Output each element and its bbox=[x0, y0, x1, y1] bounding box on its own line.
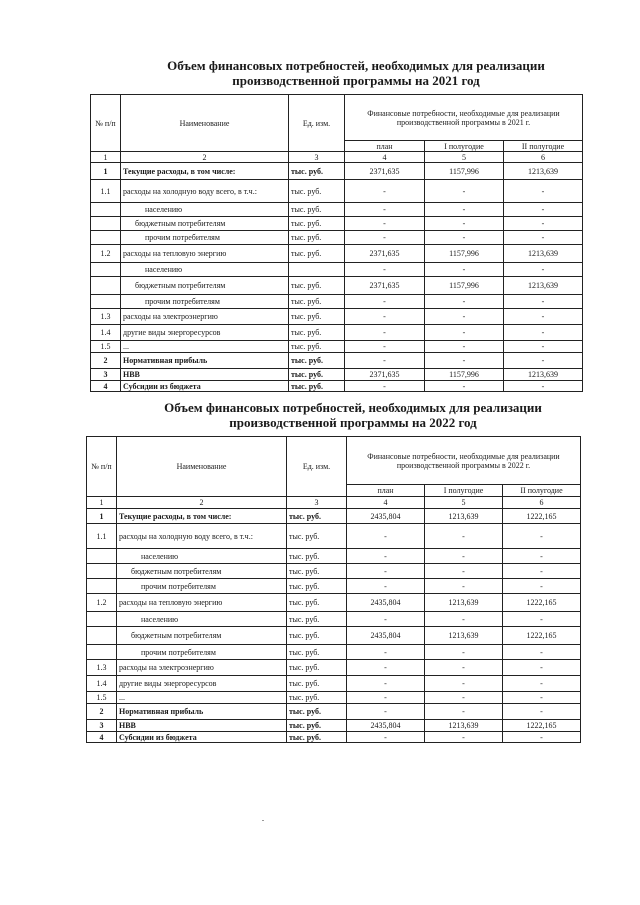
row-name: населению bbox=[121, 203, 289, 217]
row-number: 1.5 bbox=[91, 341, 121, 353]
row-unit: тыс. руб. bbox=[287, 579, 347, 594]
row-half2: - bbox=[503, 564, 581, 579]
row-half1: - bbox=[425, 180, 504, 203]
row-plan: - bbox=[345, 325, 425, 341]
row-name: прочим потребителям bbox=[117, 645, 287, 660]
row-unit: тыс. руб. bbox=[289, 180, 345, 203]
row-plan: - bbox=[347, 660, 425, 676]
header-num: № п/п bbox=[91, 95, 121, 152]
row-half2: 1213,639 bbox=[504, 369, 583, 381]
row-number bbox=[91, 295, 121, 309]
row-half2: - bbox=[504, 295, 583, 309]
row-name: прочим потребителям bbox=[117, 579, 287, 594]
row-half2: - bbox=[503, 676, 581, 692]
header-row bbox=[87, 437, 581, 485]
row-half2: 1222,165 bbox=[503, 627, 581, 645]
row-unit: тыс. руб. bbox=[289, 295, 345, 309]
row-half1: - bbox=[425, 676, 503, 692]
row-half1: - bbox=[425, 564, 503, 579]
row-half1: - bbox=[425, 381, 504, 392]
row-plan: - bbox=[347, 579, 425, 594]
row-half1: - bbox=[425, 295, 504, 309]
row-name: расходы на электроэнергию bbox=[121, 309, 289, 325]
table-row bbox=[91, 381, 583, 392]
table-row bbox=[87, 524, 581, 549]
row-half2: 1213,639 bbox=[504, 163, 583, 180]
row-half2: - bbox=[504, 217, 583, 231]
row-number: 1.5 bbox=[87, 692, 117, 704]
row-unit: тыс. руб. bbox=[289, 369, 345, 381]
table-2022 bbox=[86, 436, 581, 743]
row-unit: тыс. руб. bbox=[287, 564, 347, 579]
row-half1: - bbox=[425, 203, 504, 217]
row-half2: - bbox=[503, 732, 581, 743]
row-unit: тыс. руб. bbox=[289, 341, 345, 353]
header-h2: II полугодие bbox=[504, 141, 583, 152]
row-half1: - bbox=[425, 325, 504, 341]
row-number: 3 bbox=[91, 369, 121, 381]
row-name: ... bbox=[121, 341, 289, 353]
row-half2: - bbox=[503, 692, 581, 704]
row-half2: 1222,165 bbox=[503, 594, 581, 612]
row-number: 1 bbox=[91, 163, 121, 180]
row-number bbox=[91, 203, 121, 217]
row-name: бюджетным потребителям bbox=[121, 217, 289, 231]
row-half2: 1222,165 bbox=[503, 720, 581, 732]
table-row bbox=[87, 660, 581, 676]
table-row bbox=[87, 645, 581, 660]
row-unit: тыс. руб. bbox=[289, 277, 345, 295]
row-half2: 1213,639 bbox=[504, 277, 583, 295]
row-plan: - bbox=[347, 612, 425, 627]
row-unit: тыс. руб. bbox=[287, 612, 347, 627]
section-2022 bbox=[86, 400, 580, 743]
row-name: расходы на тепловую энергию bbox=[117, 594, 287, 612]
table-2021-title-line1: Объем финансовых потребностей, необходимых для реализации bbox=[167, 58, 545, 73]
row-number: 1.4 bbox=[91, 325, 121, 341]
table-row bbox=[91, 341, 583, 353]
row-half2: - bbox=[504, 353, 583, 369]
row-half1: - bbox=[425, 660, 503, 676]
row-number: 1.4 bbox=[87, 676, 117, 692]
row-unit: тыс. руб. bbox=[289, 231, 345, 245]
row-number bbox=[87, 627, 117, 645]
row-half1: 1213,639 bbox=[425, 720, 503, 732]
row-half1: 1213,639 bbox=[425, 509, 503, 524]
table-row bbox=[87, 732, 581, 743]
row-half1: - bbox=[425, 692, 503, 704]
column-number-row bbox=[87, 497, 581, 509]
header-h1: I полугодие bbox=[425, 485, 503, 497]
header-unit: Ед. изм. bbox=[289, 95, 345, 152]
row-name: населению bbox=[117, 612, 287, 627]
table-2021 bbox=[90, 94, 583, 392]
row-unit: тыс. руб. bbox=[287, 732, 347, 743]
table-2022-title bbox=[126, 400, 580, 430]
row-name: бюджетным потребителям bbox=[121, 277, 289, 295]
header-num: № п/п bbox=[87, 437, 117, 497]
row-half2: - bbox=[504, 263, 583, 277]
table-row bbox=[91, 353, 583, 369]
row-half1: - bbox=[425, 217, 504, 231]
row-plan: - bbox=[345, 353, 425, 369]
table-row bbox=[91, 203, 583, 217]
row-half2: - bbox=[503, 579, 581, 594]
table-row bbox=[91, 263, 583, 277]
table-row bbox=[87, 564, 581, 579]
row-unit: тыс. руб. bbox=[287, 676, 347, 692]
row-unit: тыс. руб. bbox=[287, 660, 347, 676]
row-number: 1.3 bbox=[87, 660, 117, 676]
header-row bbox=[91, 95, 583, 141]
row-plan: - bbox=[345, 381, 425, 392]
row-half2: - bbox=[503, 704, 581, 720]
row-name: ... bbox=[117, 692, 287, 704]
row-name: Субсидии из бюджета bbox=[117, 732, 287, 743]
row-half1: - bbox=[425, 579, 503, 594]
row-unit bbox=[289, 263, 345, 277]
row-plan: - bbox=[345, 217, 425, 231]
header-group: Финансовые потребности, необходимые для реализации производственной программы в 2022 г. bbox=[347, 437, 581, 485]
row-unit: тыс. руб. bbox=[287, 594, 347, 612]
header-h2: II полугодие bbox=[503, 485, 581, 497]
table-2021-title bbox=[130, 58, 582, 88]
table-row bbox=[87, 509, 581, 524]
row-number: 3 bbox=[87, 720, 117, 732]
row-plan: - bbox=[347, 732, 425, 743]
table-row bbox=[87, 692, 581, 704]
table-row bbox=[91, 231, 583, 245]
row-plan: - bbox=[347, 692, 425, 704]
row-plan: - bbox=[347, 645, 425, 660]
row-plan: - bbox=[345, 180, 425, 203]
column-number: 5 bbox=[425, 497, 503, 509]
header-h1: I полугодие bbox=[425, 141, 504, 152]
row-number: 4 bbox=[91, 381, 121, 392]
row-unit: тыс. руб. bbox=[289, 217, 345, 231]
table-2022-title-line2: производственной программы на 2022 год bbox=[229, 415, 477, 430]
table-row bbox=[91, 309, 583, 325]
row-name: Нормативная прибыль bbox=[117, 704, 287, 720]
row-name: населению bbox=[117, 549, 287, 564]
row-name: Текущие расходы, в том числе: bbox=[121, 163, 289, 180]
row-half2: - bbox=[503, 660, 581, 676]
table-row bbox=[87, 612, 581, 627]
row-name: бюджетным потребителям bbox=[117, 627, 287, 645]
column-number: 1 bbox=[87, 497, 117, 509]
row-unit: тыс. руб. bbox=[287, 524, 347, 549]
row-plan: - bbox=[345, 309, 425, 325]
row-half2: - bbox=[504, 309, 583, 325]
row-half2: - bbox=[503, 549, 581, 564]
row-unit: тыс. руб. bbox=[287, 627, 347, 645]
row-number: 1.3 bbox=[91, 309, 121, 325]
column-number: 3 bbox=[289, 152, 345, 163]
section-2021 bbox=[90, 58, 582, 392]
row-half1: - bbox=[425, 341, 504, 353]
column-number: 4 bbox=[347, 497, 425, 509]
row-name: Нормативная прибыль bbox=[121, 353, 289, 369]
row-number: 2 bbox=[87, 704, 117, 720]
row-half2: - bbox=[504, 381, 583, 392]
row-half2: - bbox=[504, 231, 583, 245]
row-plan: 2371,635 bbox=[345, 163, 425, 180]
table-row bbox=[87, 704, 581, 720]
row-unit: тыс. руб. bbox=[287, 549, 347, 564]
row-half1: - bbox=[425, 309, 504, 325]
row-name: населению bbox=[121, 263, 289, 277]
table-row bbox=[91, 245, 583, 263]
row-unit: тыс. руб. bbox=[289, 309, 345, 325]
row-number bbox=[87, 579, 117, 594]
table-row bbox=[91, 369, 583, 381]
row-name: НВВ bbox=[121, 369, 289, 381]
row-plan: - bbox=[347, 549, 425, 564]
row-unit: тыс. руб. bbox=[289, 245, 345, 263]
row-plan: - bbox=[345, 341, 425, 353]
row-name: Текущие расходы, в том числе: bbox=[117, 509, 287, 524]
row-unit: тыс. руб. bbox=[289, 203, 345, 217]
row-half1: 1213,639 bbox=[425, 627, 503, 645]
row-plan: 2435,804 bbox=[347, 627, 425, 645]
row-plan: 2435,804 bbox=[347, 509, 425, 524]
table-row bbox=[91, 217, 583, 231]
row-name: расходы на электроэнергию bbox=[117, 660, 287, 676]
row-number bbox=[91, 277, 121, 295]
row-unit: тыс. руб. bbox=[287, 704, 347, 720]
row-number bbox=[87, 612, 117, 627]
row-plan: - bbox=[345, 263, 425, 277]
table-row bbox=[91, 163, 583, 180]
row-half1: - bbox=[425, 732, 503, 743]
row-plan: - bbox=[347, 564, 425, 579]
header-unit: Ед. изм. bbox=[287, 437, 347, 497]
row-plan: - bbox=[345, 295, 425, 309]
table-2022-title-line1: Объем финансовых потребностей, необходимых для реализации bbox=[164, 400, 542, 415]
row-plan: 2435,804 bbox=[347, 594, 425, 612]
row-half2: - bbox=[504, 325, 583, 341]
row-plan: 2371,635 bbox=[345, 245, 425, 263]
header-name: Наименование bbox=[121, 95, 289, 152]
table-row bbox=[87, 676, 581, 692]
header-name: Наименование bbox=[117, 437, 287, 497]
table-row bbox=[87, 579, 581, 594]
row-plan: 2435,804 bbox=[347, 720, 425, 732]
row-half1: 1157,996 bbox=[425, 163, 504, 180]
row-number: 1 bbox=[87, 509, 117, 524]
row-name: другие виды энергоресурсов bbox=[121, 325, 289, 341]
row-half2: - bbox=[503, 645, 581, 660]
row-plan: - bbox=[345, 231, 425, 245]
row-plan: - bbox=[345, 203, 425, 217]
row-unit: тыс. руб. bbox=[287, 509, 347, 524]
row-number bbox=[87, 564, 117, 579]
row-half2: - bbox=[504, 203, 583, 217]
row-unit: тыс. руб. bbox=[289, 163, 345, 180]
row-unit: тыс. руб. bbox=[287, 645, 347, 660]
row-number: 2 bbox=[91, 353, 121, 369]
header-plan: план bbox=[347, 485, 425, 497]
column-number: 1 bbox=[91, 152, 121, 163]
row-unit: тыс. руб. bbox=[289, 381, 345, 392]
row-name: прочим потребителям bbox=[121, 295, 289, 309]
row-unit: тыс. руб. bbox=[289, 325, 345, 341]
row-plan: - bbox=[347, 676, 425, 692]
row-number bbox=[87, 645, 117, 660]
row-half1: - bbox=[425, 263, 504, 277]
table-row bbox=[87, 594, 581, 612]
row-half2: - bbox=[504, 341, 583, 353]
column-number: 5 bbox=[425, 152, 504, 163]
column-number: 4 bbox=[345, 152, 425, 163]
header-group: Финансовые потребности, необходимые для реализации производственной программы в 2021 г. bbox=[345, 95, 583, 141]
table-row bbox=[91, 295, 583, 309]
row-number bbox=[91, 263, 121, 277]
row-half1: - bbox=[425, 549, 503, 564]
row-plan: - bbox=[347, 704, 425, 720]
row-plan: 2371,635 bbox=[345, 277, 425, 295]
column-number: 2 bbox=[117, 497, 287, 509]
row-number bbox=[91, 231, 121, 245]
row-half1: - bbox=[425, 704, 503, 720]
row-name: Субсидии из бюджета bbox=[121, 381, 289, 392]
row-half1: - bbox=[425, 612, 503, 627]
row-half1: 1157,996 bbox=[425, 277, 504, 295]
table-row bbox=[87, 627, 581, 645]
table-row bbox=[91, 277, 583, 295]
row-half2: 1222,165 bbox=[503, 509, 581, 524]
row-plan: - bbox=[347, 524, 425, 549]
row-half2: 1213,639 bbox=[504, 245, 583, 263]
row-number: 1.1 bbox=[87, 524, 117, 549]
row-half1: 1213,639 bbox=[425, 594, 503, 612]
header-plan: план bbox=[345, 141, 425, 152]
column-number: 6 bbox=[504, 152, 583, 163]
row-half1: 1157,996 bbox=[425, 369, 504, 381]
row-plan: 2371,635 bbox=[345, 369, 425, 381]
row-name: НВВ bbox=[117, 720, 287, 732]
table-2021-title-line2: производственной программы на 2021 год bbox=[232, 73, 480, 88]
row-half1: - bbox=[425, 231, 504, 245]
table-row bbox=[87, 720, 581, 732]
scan-speck bbox=[262, 820, 264, 821]
column-number: 2 bbox=[121, 152, 289, 163]
column-number: 3 bbox=[287, 497, 347, 509]
row-half2: - bbox=[503, 612, 581, 627]
row-unit: тыс. руб. bbox=[287, 720, 347, 732]
row-number: 1.2 bbox=[87, 594, 117, 612]
row-name: расходы на холодную воду всего, в т.ч.: bbox=[121, 180, 289, 203]
row-number: 1.1 bbox=[91, 180, 121, 203]
row-name: расходы на холодную воду всего, в т.ч.: bbox=[117, 524, 287, 549]
table-row bbox=[91, 325, 583, 341]
row-unit: тыс. руб. bbox=[287, 692, 347, 704]
row-unit: тыс. руб. bbox=[289, 353, 345, 369]
row-half1: 1157,996 bbox=[425, 245, 504, 263]
column-number-row bbox=[91, 152, 583, 163]
row-half2: - bbox=[503, 524, 581, 549]
row-number bbox=[91, 217, 121, 231]
row-name: бюджетным потребителям bbox=[117, 564, 287, 579]
row-number: 4 bbox=[87, 732, 117, 743]
row-number bbox=[87, 549, 117, 564]
row-number: 1.2 bbox=[91, 245, 121, 263]
table-row bbox=[87, 549, 581, 564]
row-half1: - bbox=[425, 353, 504, 369]
row-half1: - bbox=[425, 524, 503, 549]
row-half2: - bbox=[504, 180, 583, 203]
row-half1: - bbox=[425, 645, 503, 660]
column-number: 6 bbox=[503, 497, 581, 509]
row-name: расходы на тепловую энергию bbox=[121, 245, 289, 263]
row-name: прочим потребителям bbox=[121, 231, 289, 245]
row-name: другие виды энергоресурсов bbox=[117, 676, 287, 692]
table-row bbox=[91, 180, 583, 203]
